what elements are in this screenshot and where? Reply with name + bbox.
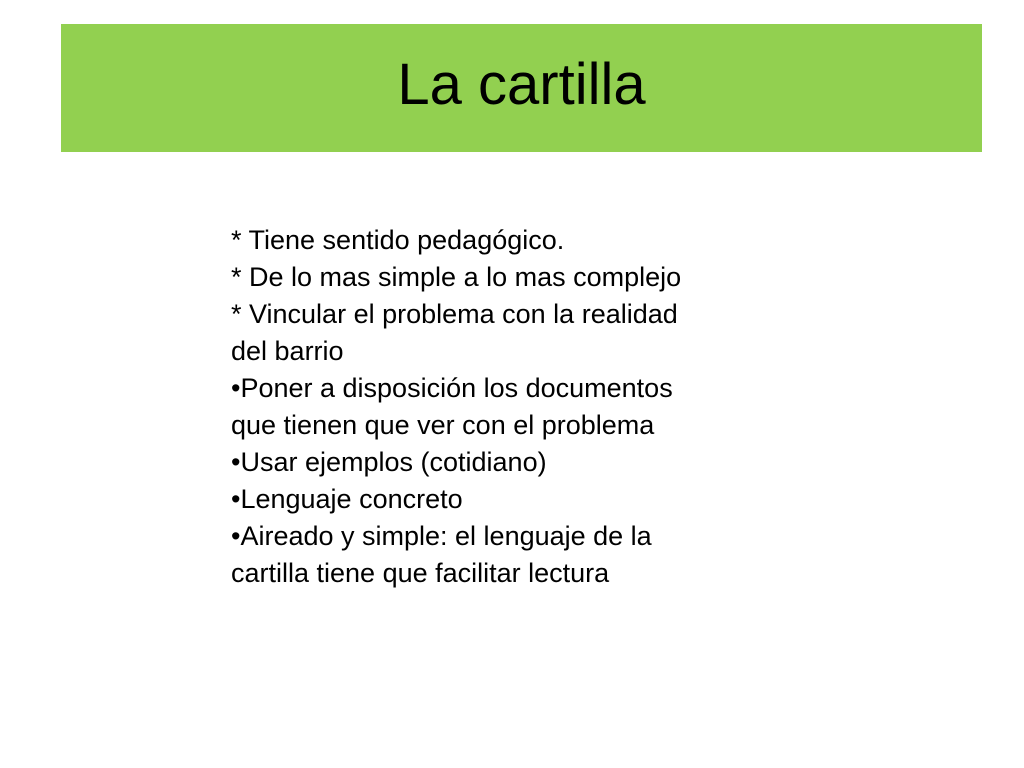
body-line: que tienen que ver con el problema bbox=[231, 410, 655, 440]
slide-title: La cartilla bbox=[397, 52, 646, 117]
body-line: •Usar ejemplos (cotidiano) bbox=[231, 447, 547, 477]
body-line: •Aireado y simple: el lenguaje de la bbox=[231, 521, 652, 551]
slide-body bbox=[231, 222, 791, 592]
body-line: del barrio bbox=[231, 336, 344, 366]
body-line: •Poner a disposición los documentos bbox=[231, 373, 673, 403]
body-line: cartilla tiene que facilitar lectura bbox=[231, 558, 610, 588]
body-line: •Lenguaje concreto bbox=[231, 484, 463, 514]
title-banner bbox=[61, 24, 982, 152]
body-line: * De lo mas simple a lo mas complejo bbox=[231, 262, 682, 292]
body-line: * Tiene sentido pedagógico. bbox=[231, 225, 565, 255]
body-line: * Vincular el problema con la realidad bbox=[231, 299, 678, 329]
